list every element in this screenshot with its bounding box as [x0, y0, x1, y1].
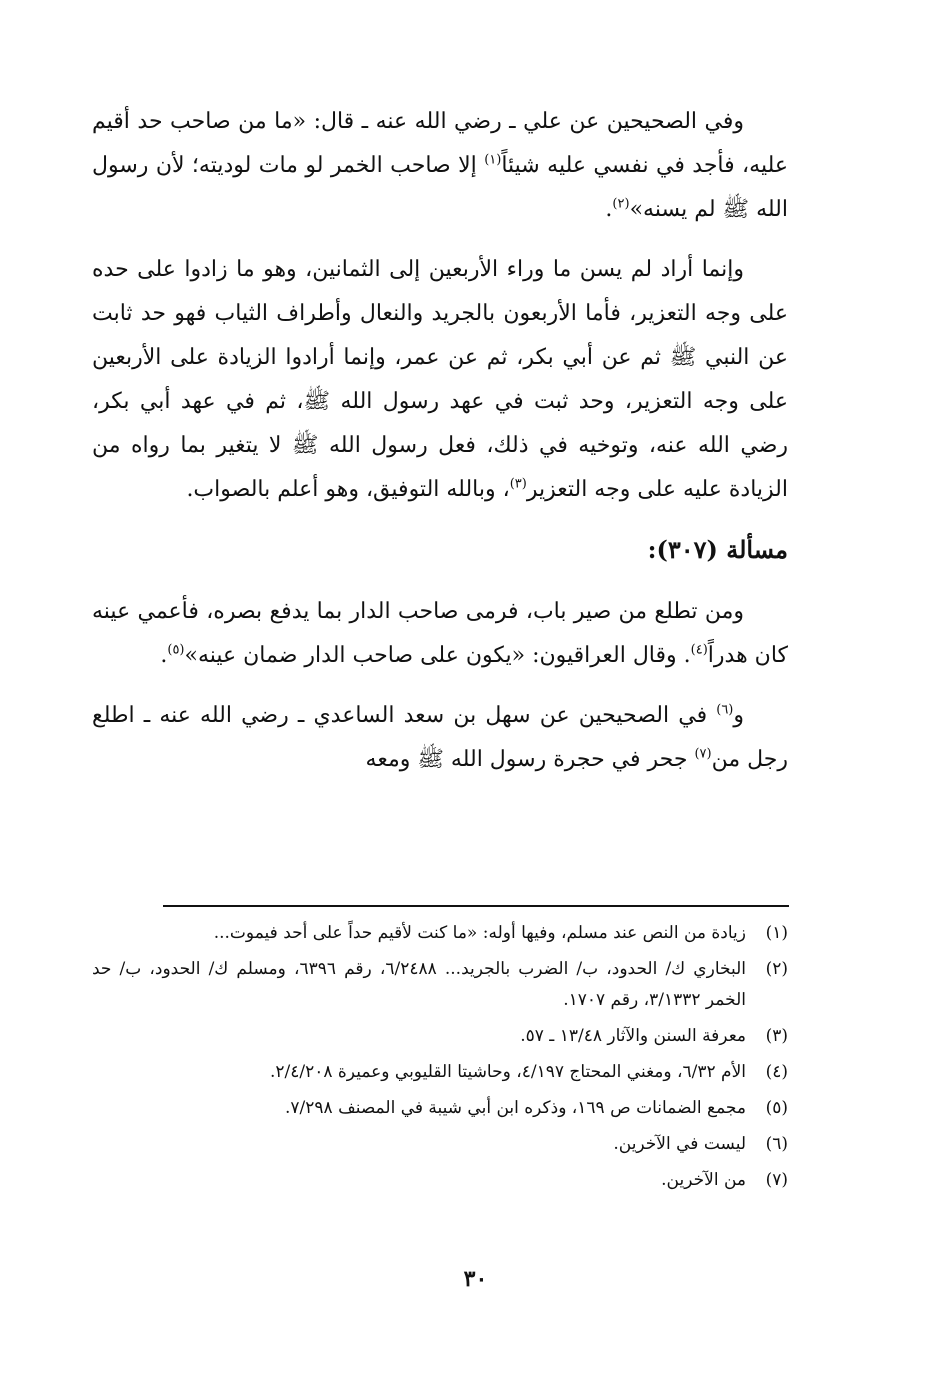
footnote-2	[92, 954, 788, 1016]
paragraph-1-text-c: .	[605, 197, 613, 222]
footnote-text: ليست في الآخرين.	[613, 1134, 746, 1154]
paragraph-4-text-c: جحر في حجرة رسول الله ﷺ ومعه	[365, 747, 695, 772]
footnote-ref-4: (٤)	[690, 642, 708, 658]
footnote-ref-5: (٥)	[167, 642, 185, 658]
paragraph-2-text-b: ، وبالله التوفيق، وهو أعلم بالصواب.	[186, 477, 510, 502]
paragraph-3	[92, 590, 788, 678]
footnote-ref-6: (٦)	[716, 702, 734, 718]
paragraph-3-text-c: .	[160, 643, 168, 668]
footnote-number: (٤)	[765, 1062, 788, 1082]
paragraph-3-text-b: . وقال العراقيون: «يكون على صاحب الدار ضمان عينه»	[184, 643, 691, 668]
footnote-ref-3: (٣)	[509, 476, 527, 492]
paragraph-1-text-b: إلا صاحب الخمر لو مات لوديته؛ لأن رسول الله ﷺ لم يسنه»	[92, 153, 788, 222]
footnote-4	[92, 1057, 788, 1088]
paragraph-2	[92, 248, 788, 512]
footnote-1	[92, 918, 788, 949]
footnote-number: (٥)	[765, 1098, 788, 1118]
paragraph-2-text-a: وإنما أراد لم يسن ما وراء الأربعين إلى الثمانين، وهو ما زادوا على حده على وجه التعزير، فأما الأربعون بالجريد والنعال وأطراف الثياب فهو حد ثابت عن النبي ﷺ ثم عن أبي بكر، ثم عن عمر، وإنما أرادوا الزيادة على الأربعين على وجه التعزير، وحد ثبت في عهد رسول الله ﷺ، ثم في عهد أبي بكر، رضي الله عنه، وتوخيه في ذلك، فعل رسول الله ﷺ لا يتغير بما رواه من الزيادة عليه على وجه التعزير	[92, 257, 788, 502]
section-heading: مسألة (٣٠٧):	[647, 535, 788, 564]
footnote-number: (٧)	[765, 1170, 788, 1190]
footnote-ref-1: (١)	[484, 152, 502, 168]
footnote-6	[92, 1129, 788, 1160]
footnote-number: (٦)	[765, 1134, 788, 1154]
paragraph-3-text-a: ومن تطلع من صير باب، فرمى صاحب الدار بما يدفع بصره، فأعمي عينه كان هدراً	[92, 599, 788, 668]
paragraph-4	[92, 694, 788, 782]
footnote-text: من الآخرين.	[661, 1170, 746, 1190]
footnote-7	[92, 1165, 788, 1196]
paragraph-4-text-a: و	[733, 703, 744, 728]
footnote-ref-7: (٧)	[694, 746, 712, 762]
main-text	[92, 100, 788, 798]
footnote-separator	[163, 905, 789, 907]
footnote-3	[92, 1021, 788, 1052]
paragraph-1-text-a: وفي الصحيحين عن علي ـ رضي الله عنه ـ قال: «ما من صاحب حد أقيم عليه، فأجد في نفسي عليه شيئاً	[92, 109, 789, 178]
footnote-text: الأم ٦/٣٢، ومغني المحتاج ٤/١٩٧، وحاشيتا القليوبي وعميرة ٢/٤/٢٠٨.	[269, 1062, 746, 1082]
footnote-5	[92, 1093, 788, 1124]
paragraph-1	[92, 100, 788, 232]
footnote-number: (٣)	[765, 1026, 788, 1046]
footnotes	[92, 918, 788, 1201]
paragraph-4-text-b: في الصحيحين عن سهل بن سعد الساعدي ـ رضي الله عنه ـ اطلع رجل من	[92, 703, 788, 772]
footnote-text: البخاري ك/ الحدود، ب/ الضرب بالجريد... ٦/٢٤٨٨، رقم ٦٣٩٦، ومسلم ك/ الحدود، ب/ حد الخمر ٣/١٣٣٢، رقم ١٧٠٧.	[92, 959, 746, 1010]
footnote-number: (١)	[765, 923, 788, 943]
footnote-text: معرفة السنن والآثار ١٣/٤٨ ـ ٥٧.	[520, 1026, 746, 1046]
page-number: ٣٠	[463, 1266, 488, 1292]
footnote-text: زيادة من النص عند مسلم، وفيها أوله: «ما كنت لأقيم حداً على أحد فيموت...	[213, 923, 746, 943]
footnote-ref-2: (٢)	[612, 196, 630, 212]
footnote-number: (٢)	[765, 959, 788, 979]
footnote-text: مجمع الضمانات ص ١٦٩، وذكره ابن أبي شيبة في المصنف ٧/٢٩٨.	[285, 1098, 746, 1118]
